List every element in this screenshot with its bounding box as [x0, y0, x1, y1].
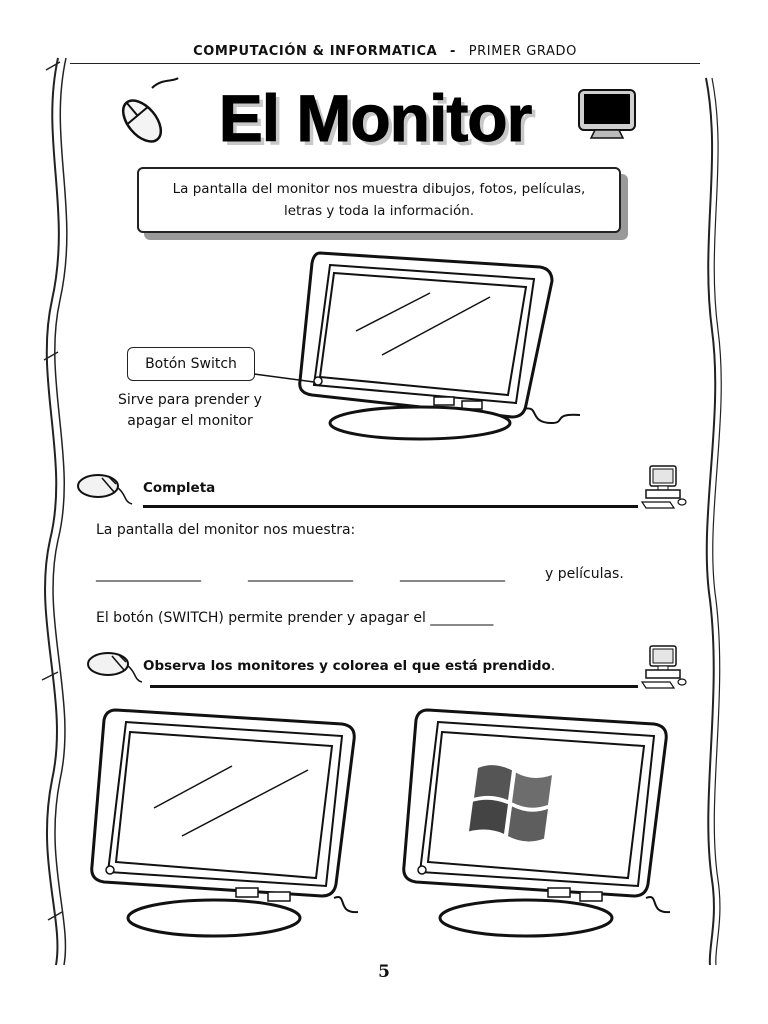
- header-separator: -: [449, 44, 456, 59]
- header-subject: COMPUTACIÓN & INFORMATICA: [193, 44, 438, 59]
- exercise-2-rule: [150, 685, 638, 688]
- exercise-1-sentence: [96, 610, 493, 626]
- desktop-computer-icon: [640, 462, 690, 510]
- monitor-on-illustration[interactable]: [398, 706, 678, 946]
- answer-blank-2[interactable]: _______________: [248, 566, 353, 582]
- exercise-1-rule: [143, 505, 638, 508]
- page-title: El Monitor: [218, 81, 532, 155]
- answer-blank-3[interactable]: _______________: [400, 566, 505, 582]
- exercise-1-prompt: La pantalla del monitor nos muestra:: [96, 522, 356, 538]
- sentence-start: El botón (SWITCH) permite prender y apagar el: [96, 610, 426, 626]
- page-number: 5: [378, 962, 390, 982]
- switch-label-box: [127, 347, 255, 381]
- exercise-1-heading: Completa: [143, 480, 216, 496]
- monitor-icon: [575, 86, 639, 140]
- computer-mouse-icon: [74, 470, 134, 510]
- header-grade: PRIMER GRADO: [468, 44, 577, 59]
- page-header: [70, 44, 700, 64]
- desktop-computer-icon: [640, 642, 690, 690]
- switch-label: Botón Switch: [145, 356, 237, 372]
- blank-suffix: y películas.: [545, 566, 624, 582]
- answer-blank-1[interactable]: _______________: [96, 566, 201, 582]
- switch-pointer-line: [254, 370, 324, 390]
- exercise-2-heading: Observa los monitores y colorea el que está prendido: [143, 658, 551, 674]
- intro-box: [137, 167, 621, 233]
- intro-text: La pantalla del monitor nos muestra dibujos, fotos, películas, letras y toda la información.: [172, 181, 586, 219]
- exercise-2-heading-row: [143, 655, 555, 674]
- computer-mouse-icon: [112, 76, 182, 146]
- exercise-2-heading-end: .: [550, 658, 556, 674]
- switch-description: Sirve para prender y apagar el monitor: [118, 392, 262, 429]
- monitor-illustration: [290, 245, 590, 455]
- monitor-off-illustration[interactable]: [86, 706, 366, 946]
- answer-blank-4[interactable]: _________: [430, 610, 494, 626]
- computer-mouse-icon: [84, 648, 144, 688]
